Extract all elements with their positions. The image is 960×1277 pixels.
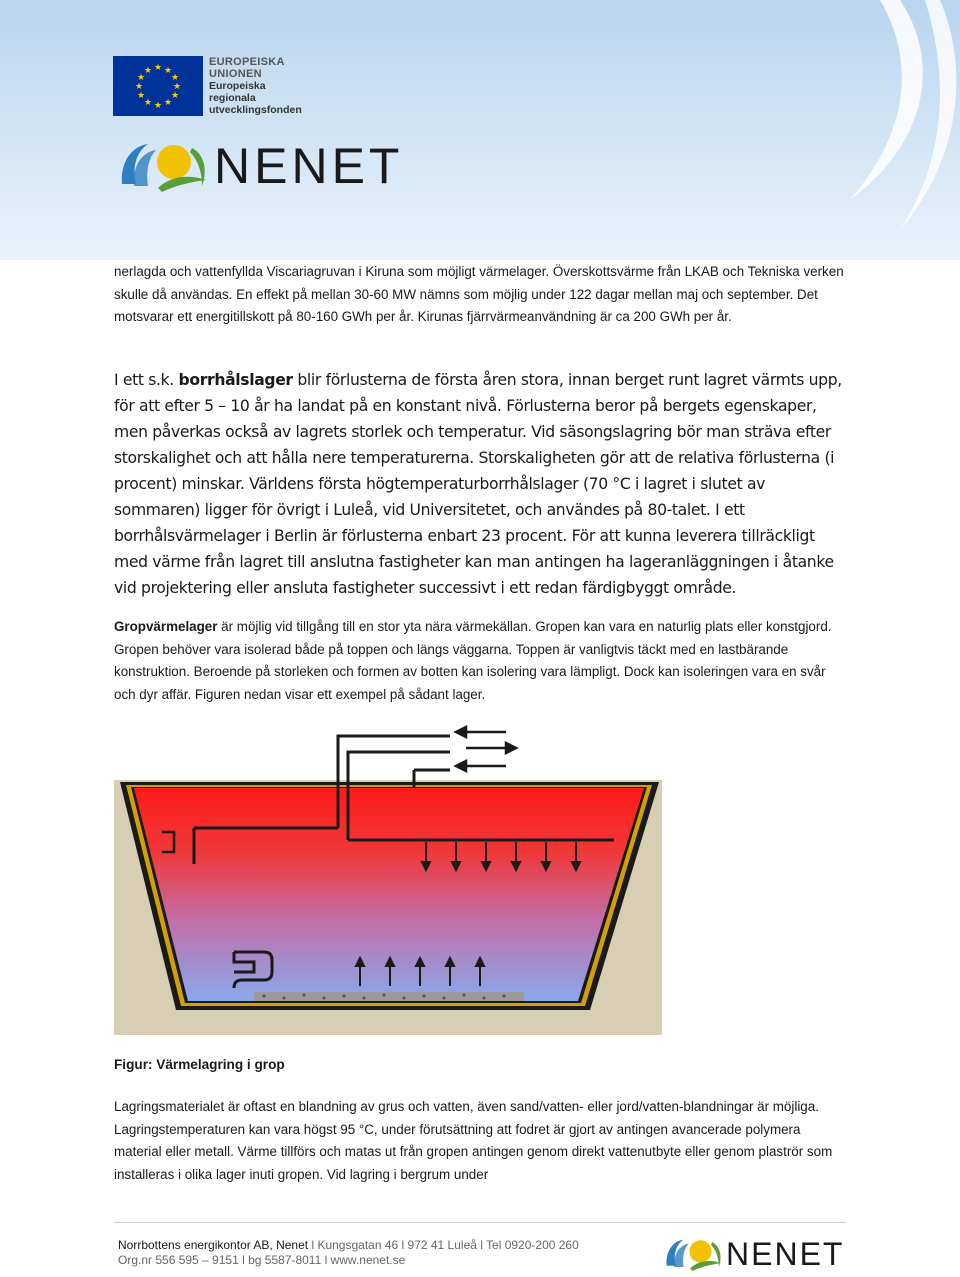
figure-caption: Figur: Värmelagring i grop (114, 1057, 285, 1072)
svg-text:★: ★ (136, 91, 146, 101)
eu-line-2: UNIONEN (209, 68, 262, 80)
svg-text:★: ★ (163, 98, 173, 108)
svg-text:★: ★ (172, 82, 182, 92)
nenet-sun-icon (118, 140, 210, 192)
eu-flag-logo (113, 56, 203, 116)
svg-text:★: ★ (153, 101, 163, 111)
nenet-logo (118, 140, 418, 192)
footer-nenet-logo (664, 1236, 854, 1272)
nenet-logo-text: NENET (214, 138, 404, 194)
svg-text:★: ★ (136, 73, 146, 83)
eu-stars-icon (113, 56, 203, 116)
p3-body: är möjlig vid tillgång till en stor yta nära värmekällan. Gropen kan vara en naturlig plats eller konstgjord. Gropen behöver vara isolerad både på toppen och längs väggarna. Toppen är vanligtvis täckt med en lastbärande konstruktion. Beroende på storleken och formen av botten kan isolering vara lämpligt. Dock kan isoleringen vara en svår och dyr affär. Figuren nedan visar ett exempel på sådant lager. (114, 619, 832, 702)
footer-nenet-sun-icon (664, 1236, 724, 1272)
term-borrhalslager: borrhålslager (178, 371, 293, 389)
decorative-swoosh (820, 0, 960, 240)
paragraph-1: nerlagda och vattenfyllda Viscariagruvan i Kiruna som möjligt värmelager. Överskottsvärme från LKAB och Tekniska verken skulle då användas. En effekt på mellan 30-60 MW nämns som möjlig under 122 dagar mellan maj och september. Det motsvarar ett energitillskott på 80-160 GWh per år. Kirunas fjärrvärmeanvändning är ca 200 GWh per år. (114, 264, 844, 324)
svg-text:★: ★ (143, 66, 153, 76)
p2-body: blir förlusterna de första åren stora, innan berget runt lagret värmts upp, för att efter 5 – 10 år ha landat på en konstant nivå. Förlusterna beror på bergets egenskaper, men påverkas också av lagrets storlek och temperatur. Vid säsongslagring bör man sträva efter storskalighet och att hålla nere temperaturerna. Storskaligheten gör att de relativa förlusterna (i procent) minskar. Världens första högtemperaturborrhålslager (70 °C i lagret i slutet av sommaren) ligger för övrigt i Luleå, vid Universitetet, och användes på 80-talet. I ett borrhålsvärmelager i Berlin är förlusterna enbart 23 procent. För att kunna leverera tillräckligt med värme från lagret till anslutna fastigheter kan man antingen ha lageranläggningen i åtanke vid projektering eller ansluta fastigheter successivt i ett redan färdigbyggt område. (114, 371, 842, 597)
flow-arrows-top (456, 727, 516, 771)
eu-line-4: regionala (209, 92, 256, 104)
svg-text:★: ★ (134, 82, 144, 92)
svg-text:★: ★ (153, 63, 163, 73)
eu-line-5: utvecklingsfonden (209, 104, 302, 116)
paragraph-borrhalslager (114, 367, 844, 601)
footer-org: Norrbottens energikontor AB, Nenet (118, 1238, 309, 1252)
footer-text (118, 1238, 658, 1268)
p2-lead: I ett s.k. (114, 371, 179, 389)
svg-text:★: ★ (170, 73, 180, 83)
footer-address: l Kungsgatan 46 l 972 41 Luleå l Tel 0920-200 260 (308, 1238, 579, 1252)
eu-logo-text (209, 56, 319, 116)
gravel-bed (254, 992, 524, 1001)
pit-storage-figure (114, 722, 662, 1035)
header-band (0, 0, 960, 260)
footer-registration: Org.nr 556 595 – 9151 l bg 5587-8011 l www.nenet.se (118, 1253, 406, 1267)
eu-line-3: Europeiska (209, 80, 266, 92)
svg-text:★: ★ (170, 91, 180, 101)
paragraph-4: Lagringsmaterialet är oftast en blandning av grus och vatten, även sand/vatten- eller jord/vatten-blandningar är möjliga. Lagringstemperaturen kan vara högst 95 °C, under förutsättning att fodret är gjort av antingen avancerade polymera material eller metall. Värme tillförs och matas ut från gropen antingen genom direkt vattenutbyte eller genom plaströr som installeras i olika lager inuti gropen. Vid lagring i bergrum under (114, 1099, 833, 1182)
term-gropvarmelager: Gropvärmelager (114, 619, 218, 634)
eu-line-1: EUROPEISKA (209, 56, 285, 68)
footer-divider (114, 1222, 846, 1223)
svg-text:★: ★ (163, 66, 173, 76)
svg-text:★: ★ (143, 98, 153, 108)
paragraph-gropvarmelager (114, 616, 844, 706)
footer-nenet-logo-text: NENET (726, 1236, 845, 1272)
